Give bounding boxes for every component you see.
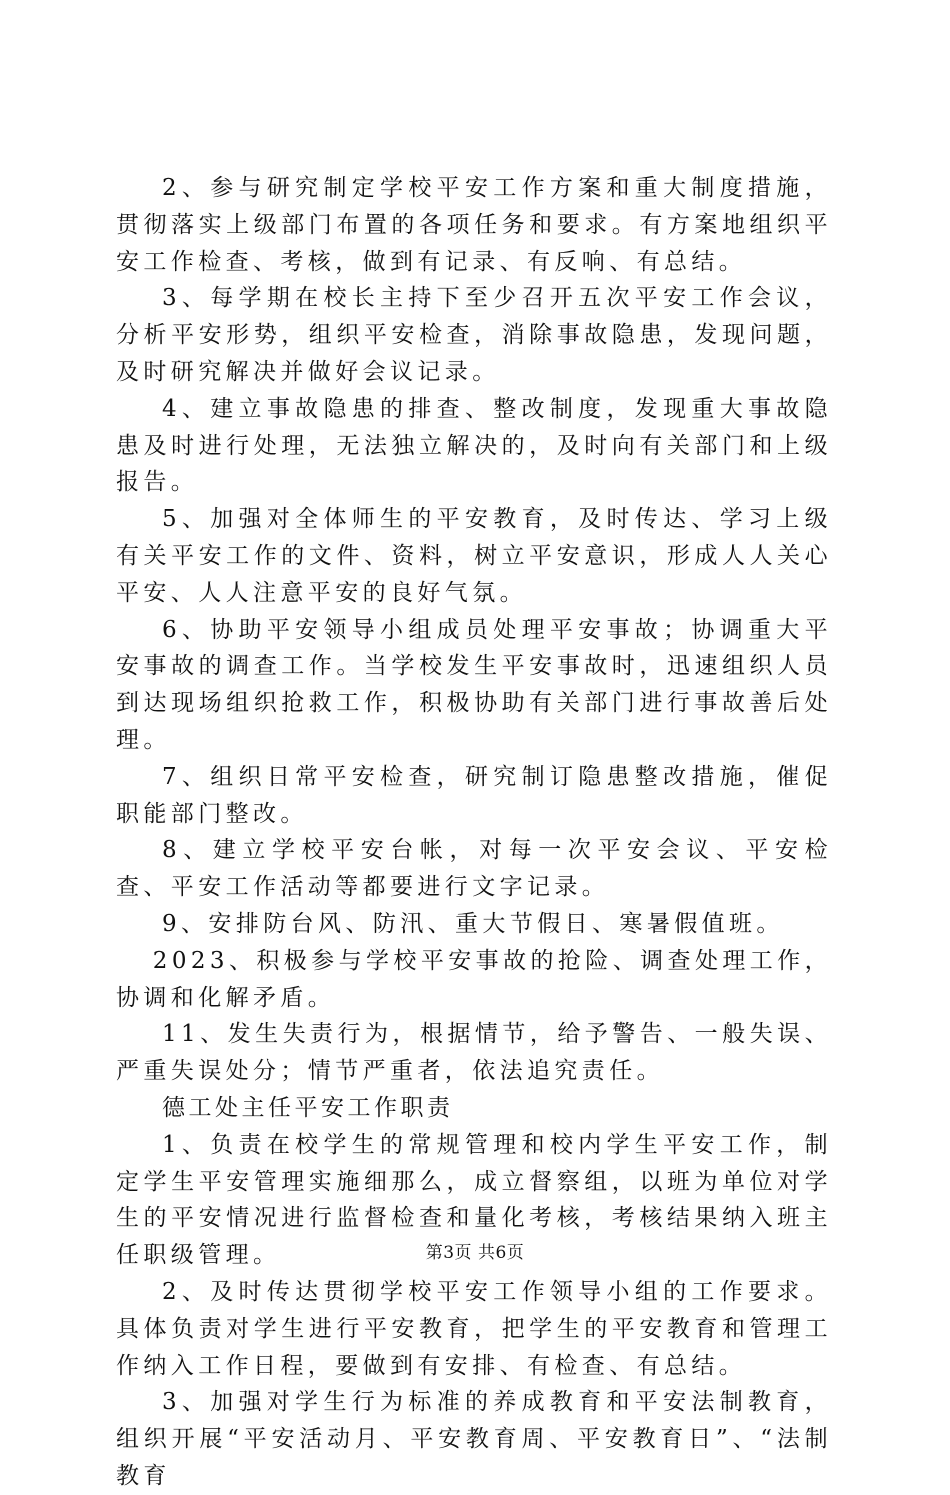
paragraph-duty-11: 11、发生失责行为，根据情节，给予警告、一般失误、严重失误处分；情节严重者，依法追究责任。 [116,1021,832,1085]
page-number-footer: 第3页 共6页 [425,1243,525,1263]
paragraph-duty-5: 5、加强对全体师生的平安教育，及时传达、学习上级有关平安工作的文件、资料，树立平安意识，形成人人关心平安、人人注意平安的良好气氛。 [116,506,832,606]
section-heading: 德工处主任平安工作职责 [162,1094,454,1121]
document-body [116,170,832,1495]
paragraph-duty-2: 2、参与研究制定学校平安工作方案和重大制度措施，贯彻落实上级部门布置的各项任务和要求。有方案地组织平安工作检查、考核，做到有记录、有反响、有总结。 [116,175,832,275]
paragraph-moral-duty-3: 3、加强对学生行为标准的养成教育和平安法制教育，组织开展“平安活动月、平安教育周、平安教育日”、“法制教育 [116,1389,832,1489]
paragraph-duty-6: 6、协助平安领导小组成员处理平安事故；协调重大平安事故的调查工作。当学校发生平安事故时，迅速组织人员到达现场组织抢救工作，积极协助有关部门进行事故善后处理。 [116,616,832,753]
paragraph-duty-9: 9、安排防台风、防汛、重大节假日、寒暑假值班。 [162,910,784,937]
paragraph-moral-duty-2: 2、及时传达贯彻学校平安工作领导小组的工作要求。具体负责对学生进行平安教育，把学生的平安教育和管理工作纳入工作日程，要做到有安排、有检查、有总结。 [116,1278,832,1379]
paragraph-duty-10: 2023、积极参与学校平安事故的抢险、调查处理工作，协调和化解矛盾。 [116,947,832,1011]
paragraph-duty-3: 3、每学期在校长主持下至少召开五次平安工作会议，分析平安形势，组织平安检查，消除事故隐患，发现问题，及时研究解决并做好会议记录。 [116,285,832,385]
paragraph-duty-7: 7、组织日常平安检查，研究制订隐患整改措施，催促职能部门整改。 [116,763,832,827]
paragraph-duty-8: 8、建立学校平安台帐，对每一次平安会议、平安检查、平安工作活动等都要进行文字记录。 [116,837,832,901]
paragraph-duty-4: 4、建立事故隐患的排查、整改制度，发现重大事故隐患及时进行处理，无法独立解决的，及时向有关部门和上级报告。 [116,395,832,496]
paragraph-moral-duty-1: 1、负责在校学生的常规管理和校内学生平安工作，制定学生平安管理实施细那么，成立督察组，以班为单位对学生的平安情况进行监督检查和量化考核，考核结果纳入班主任职级管理。 [116,1131,832,1269]
